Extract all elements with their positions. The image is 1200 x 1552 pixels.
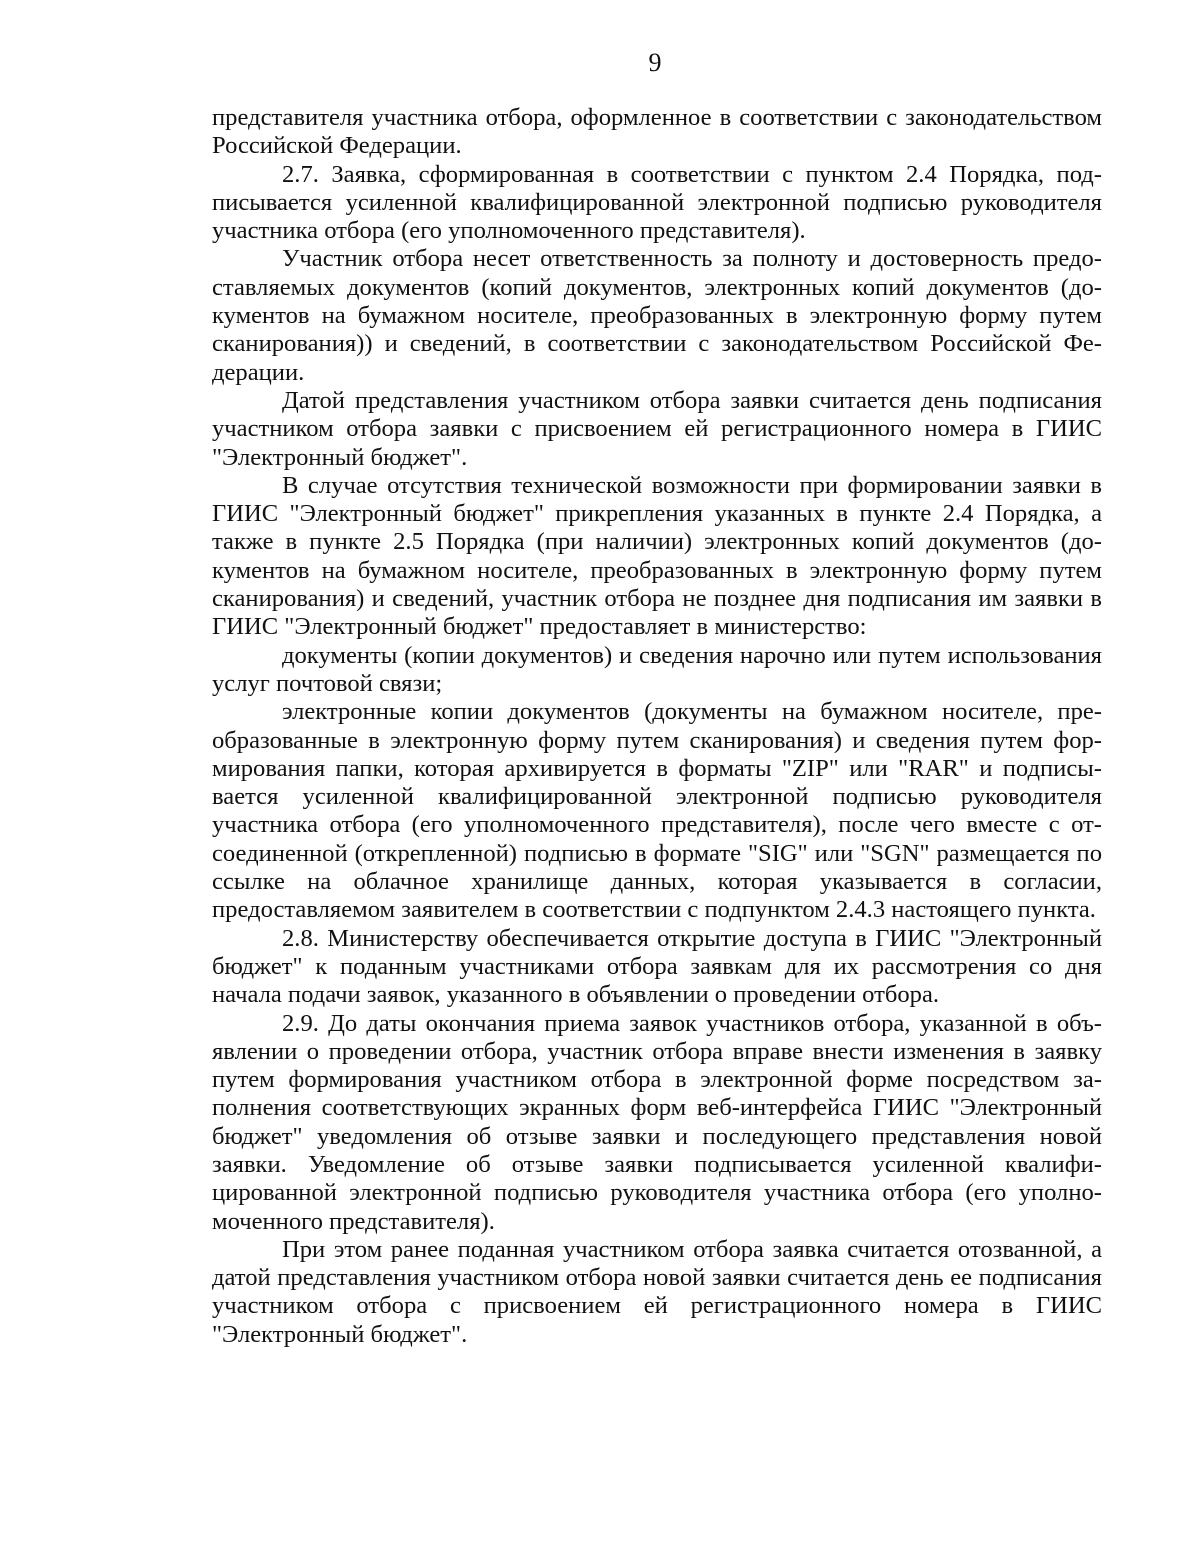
paragraph-withdrawn-application: При этом ранее поданная участником отбора заявка считается отозванной, а датой представления участником отбора новой заявки считается день ее подписания участником отбора с присвоением ей регистрационного номера в ГИИС "Электронный бюджет". <box>212 1235 1102 1348</box>
page-number: 9 <box>648 48 662 77</box>
paragraph-paper-documents: документы (копии документов) и сведения нарочно или путем использования услуг почтовой связи; <box>212 641 1102 697</box>
paragraph-2-8: 2.8. Министерству обеспечивается открытие доступа в ГИИС "Электронный бюджет" к поданным участниками отбора заявкам для их рассмотрения со дня начала подачи заявок, указанного в объявлении о проведении отбора. <box>212 924 1102 1009</box>
document-body <box>212 104 1102 1349</box>
paragraph-no-technical-possibility: В случае отсутствия технической возможности при формировании заявки в ГИИС "Электронный бюджет" прикрепления указанных в пункте 2.4 Порядка, а также в пункте 2.5 Порядка (при наличии) электронных копий документов (документов на бумажном носителе, преобразованных в электронную форму путем сканирования) и сведений, участник отбора не позднее дня подписания им заявки в ГИИС "Электронный бюджет" предоставляет в министерство: <box>212 471 1102 641</box>
paragraph-2-7: 2.7. Заявка, сформированная в соответствии с пунктом 2.4 Порядка, подписывается усиленной квалифицированной электронной подписью руководителя участника отбора (его уполномоченного представителя). <box>212 160 1102 245</box>
paragraph-electronic-copies: электронные копии документов (документы на бумажном носителе, преобразованные в электронную форму путем сканирования) и сведения путем формирования папки, которая архивируется в форматы "ZIP" или "RAR" и подписывается усиленной квалифицированной электронной подписью руководителя участника отбора (его уполномоченного представителя), после чего вместе с отсоединенной (открепленной) подписью в формате "SIG" или "SGN" размещается по ссылке на облачное хранилище данных, которая указывается в согласии, предоставляемом заявителем в соответствии с подпунктом 2.4.3 настоящего пункта. <box>212 698 1102 924</box>
paragraph-submission-date: Датой представления участником отбора заявки считается день подписания участником отбора заявки с присвоением ей регистрационного номера в ГИИС "Электронный бюджет". <box>212 386 1102 471</box>
paragraph-responsibility: Участник отбора несет ответственность за полноту и достоверность предоставляемых документов (копий документов, электронных копий документов (документов на бумажном носителе, преобразованных в электронную форму путем сканирования)) и сведений, в соответствии с законодательством Российской Федерации. <box>212 245 1102 386</box>
paragraph-2-9: 2.9. До даты окончания приема заявок участников отбора, указанной в объявлении о проведении отбора, участник отбора вправе внести изменения в заявку путем формирования участником отбора в электронной форме посредством заполнения соответствующих экранных форм веб-интерфейса ГИИС "Электронный бюджет" уведомления об отзыве заявки и последующего представления новой заявки. Уведомление об отзыве заявки подписывается усиленной квалифицированной электронной подписью руководителя участника отбора (его уполномоченного представителя). <box>212 1009 1102 1235</box>
paragraph-continuation: представителя участника отбора, оформленное в соответствии с законодательством Российской Федерации. <box>212 104 1102 160</box>
